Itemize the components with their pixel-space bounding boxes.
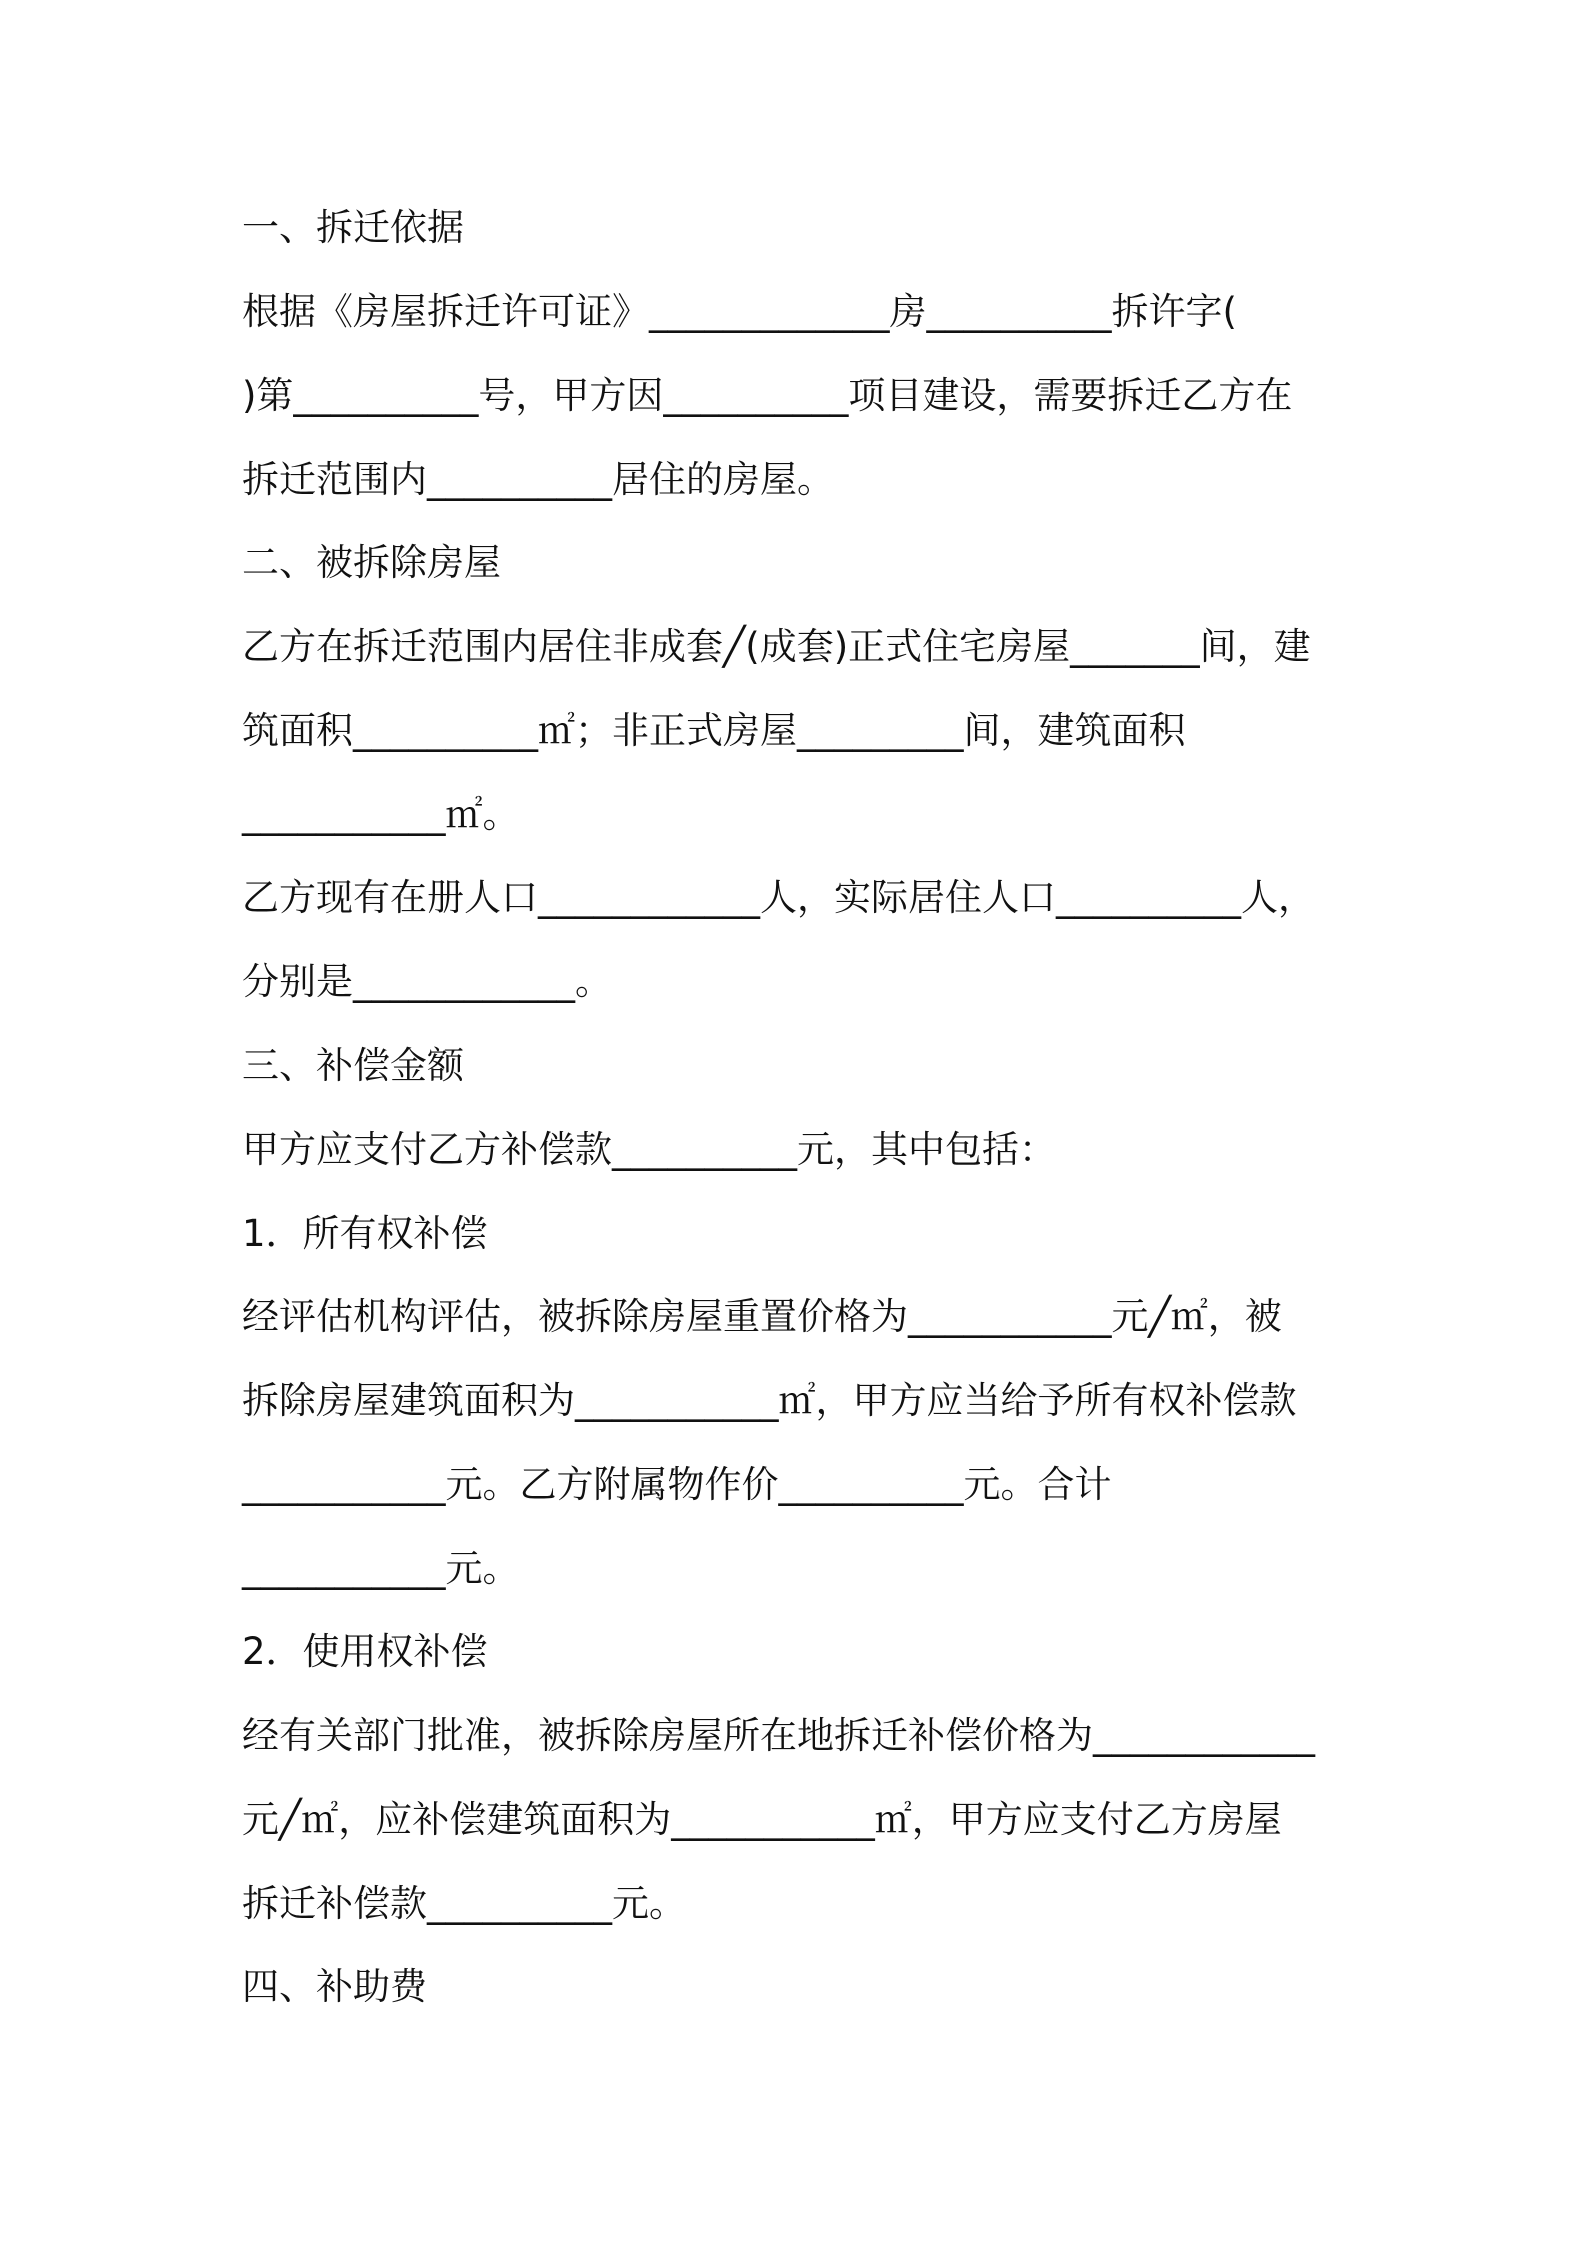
subsection-heading-use-right: 2．使用权补偿 (242, 1630, 488, 1673)
section-heading-subsidy: 四、补助费 (242, 1965, 427, 2008)
paragraph-line: 经评估机构评估，被拆除房屋重置价格为___________元╱㎡，被 (242, 1295, 1282, 1338)
paragraph-line: )第__________号，甲方因__________项目建设，需要拆迁乙方在 (242, 374, 1293, 417)
paragraph-line: 根据《房屋拆迁许可证》_____________房__________拆许字( (242, 290, 1237, 333)
paragraph-line: ___________元。乙方附属物作价__________元。合计 (242, 1463, 1112, 1506)
section-heading-demolition-basis: 一、拆迁依据 (242, 206, 464, 249)
paragraph-line: 乙方现有在册人口____________人，实际居住人口__________人， (242, 876, 1315, 919)
paragraph-line: 拆迁补偿款__________元。 (242, 1882, 686, 1925)
paragraph-line: 筑面积__________㎡；非正式房屋_________间，建筑面积 (242, 709, 1186, 752)
section-heading-demolished-house: 二、被拆除房屋 (242, 541, 501, 584)
paragraph-line: 拆除房屋建筑面积为___________㎡，甲方应当给予所有权补偿款 (242, 1379, 1297, 1422)
section-heading-compensation-amount: 三、补偿金额 (242, 1044, 464, 1087)
subsection-heading-ownership: 1．所有权补偿 (242, 1212, 488, 1255)
paragraph-line: 经有关部门批准，被拆除房屋所在地拆迁补偿价格为____________ (242, 1714, 1315, 1757)
paragraph-line: 拆迁范围内__________居住的房屋。 (242, 458, 834, 501)
paragraph-line: ___________元。 (242, 1547, 520, 1590)
paragraph-line: 元╱㎡，应补偿建筑面积为___________㎡，甲方应支付乙方房屋 (242, 1798, 1282, 1841)
paragraph-line: 乙方在拆迁范围内居住非成套╱(成套)正式住宅房屋_______间，建 (242, 625, 1311, 668)
paragraph-line: ___________㎡。 (242, 793, 520, 836)
paragraph-line: 分别是____________。 (242, 960, 612, 1003)
paragraph-line: 甲方应支付乙方补偿款__________元，其中包括： (242, 1128, 1056, 1171)
